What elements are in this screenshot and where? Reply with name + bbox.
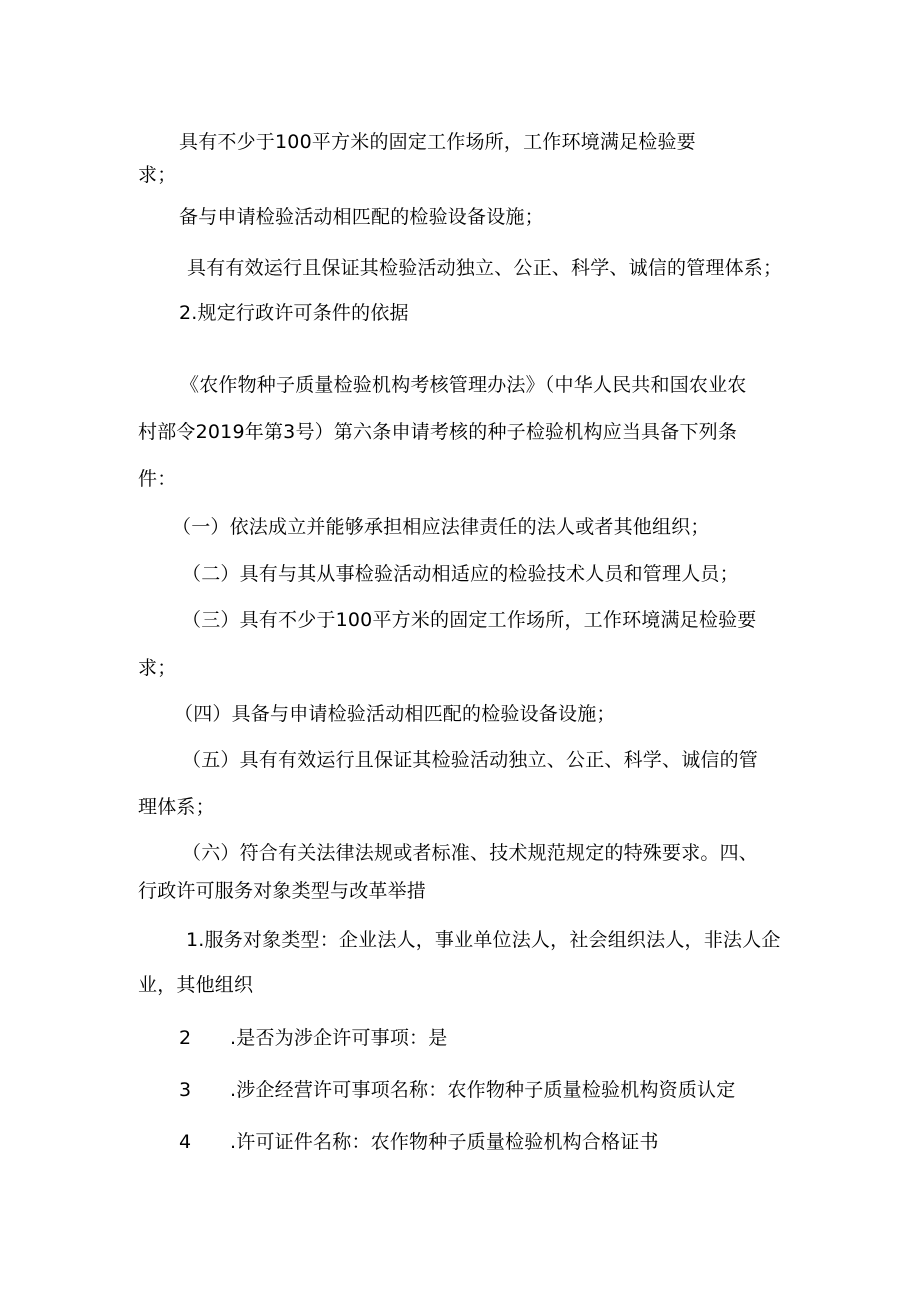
text-line: 备与申请检验活动相匹配的检验设备设施； <box>179 206 544 228</box>
text-line: 件： <box>138 468 177 490</box>
text-line: 具有不少于100平方米的固定工作场所，工作环境满足检验要 <box>179 131 696 153</box>
list-item: .是否为涉企许可事项：是 <box>230 1027 448 1049</box>
text-line: 求； <box>138 657 177 679</box>
list-item: .涉企经营许可事项名称：农作物种子质量检验机构资质认定 <box>230 1079 736 1101</box>
text-line: 理体系； <box>138 796 215 818</box>
text-line: 具有有效运行且保证其检验活动独立、公正、科学、诚信的管理体系； <box>187 257 783 279</box>
list-number: 3 <box>179 1079 192 1101</box>
list-item: （二）具有与其从事检验活动相适应的检验技术人员和管理人员； <box>182 563 739 585</box>
list-number: 2 <box>179 1027 192 1049</box>
text-line: 求； <box>138 164 177 186</box>
list-item: （一）依法成立并能够承担相应法律责任的法人或者其他组织； <box>172 516 710 538</box>
text-line: 《农作物种子质量检验机构考核管理办法》（中华人民共和国农业农 <box>180 374 747 396</box>
list-item: （六）符合有关法律法规或者标准、技术规范规定的特殊要求。四、 <box>182 842 759 864</box>
text-line: 业，其他组织 <box>138 974 254 996</box>
section-heading: 行政许可服务对象类型与改革举措 <box>138 880 427 902</box>
list-item: （四）具备与申请检验活动相匹配的检验设备设施； <box>174 703 616 725</box>
list-number: 4 <box>179 1131 192 1153</box>
list-item: 1.服务对象类型：企业法人，事业单位法人，社会组织法人，非法人企 <box>186 929 781 951</box>
text-line: 村部令2019年第3号）第六条申请考核的种子检验机构应当具备下列条 <box>138 421 738 443</box>
list-item: （三）具有不少于100平方米的固定工作场所，工作环境满足检验要 <box>182 609 757 631</box>
list-item: （五）具有有效运行且保证其检验活动独立、公正、科学、诚信的管 <box>182 749 759 771</box>
section-heading: 2.规定行政许可条件的依据 <box>179 302 409 324</box>
list-item: .许可证件名称：农作物种子质量检验机构合格证书 <box>230 1131 659 1153</box>
